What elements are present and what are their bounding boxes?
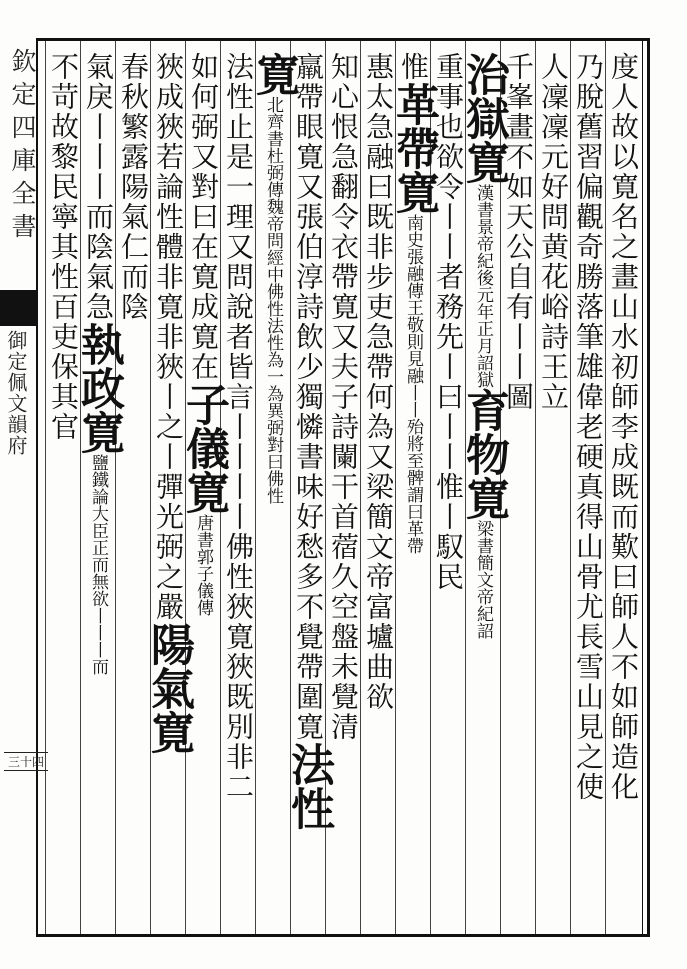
body-text: 法性止是一理又問說者皆言丨丨丨丨佛性狹寛狹既別非二 bbox=[222, 52, 255, 802]
body-text: 丨之丨彈光弼之嚴 bbox=[152, 382, 185, 622]
annotation-text: 南史張融傳王敬則見融丨丨殆將至髀謂曰革帶 bbox=[403, 214, 423, 554]
text-column bbox=[327, 52, 359, 742]
body-text: 重事也欲令丨丨者務先丨 bbox=[432, 52, 465, 382]
column-divider bbox=[255, 41, 256, 934]
column-divider bbox=[150, 41, 151, 934]
body-text: 不苛故黎民寧其性百吏保其官 bbox=[47, 52, 80, 442]
text-column bbox=[73, 52, 124, 675]
text-column bbox=[143, 52, 194, 754]
column-divider bbox=[535, 41, 536, 934]
column-divider bbox=[570, 41, 571, 934]
headword: 子儀寛 bbox=[178, 382, 229, 514]
body-text: 氣戾丨丨丨而陰氣急 bbox=[82, 52, 115, 322]
annotation-text: 梁書簡文帝紀詔 bbox=[473, 520, 493, 639]
column-divider bbox=[605, 41, 606, 934]
body-text: 知心恨急翻令衣帶寛又夫子詩闌干首蓿久空盤未覺清 bbox=[327, 52, 360, 742]
annotation-text: 唐書郭子儀傳 bbox=[193, 514, 213, 616]
column-divider bbox=[45, 41, 46, 934]
text-column bbox=[388, 52, 439, 554]
margin-header: 欽定四庫全書 bbox=[8, 48, 37, 246]
text-column bbox=[117, 52, 149, 322]
margin-book-title: 御定佩文韻府 bbox=[4, 330, 28, 456]
frame-top-rule bbox=[36, 38, 650, 41]
text-column bbox=[572, 52, 604, 802]
text-column bbox=[178, 52, 229, 616]
body-text: 曰丨丨惟丨馭民 bbox=[432, 382, 465, 592]
body-text: 羸帶眼寛又張伯淳詩飲少獨憐書味好愁多不覺帶圍寛 bbox=[292, 52, 325, 742]
headword: 陽氣寛 bbox=[143, 622, 194, 754]
body-text: 太急融曰既非步吏急帶何為又梁簡文帝富壚曲欲 bbox=[362, 82, 395, 712]
text-column bbox=[248, 52, 299, 504]
body-text: 狹成狹若論性體非寛非狹 bbox=[152, 52, 185, 382]
frame-right-inner-rule bbox=[642, 38, 643, 937]
body-text: 千峯畫不如天公自有丨丨圖 bbox=[502, 52, 535, 412]
annotation-text: 漢書景帝紀後元年正月詔獄 bbox=[473, 184, 493, 388]
body-text: 惠 bbox=[362, 52, 395, 82]
headword: 執政寛 bbox=[73, 322, 124, 454]
headword: 寛 bbox=[248, 52, 299, 96]
headword: 革帶寛 bbox=[388, 82, 439, 214]
margin-page-number: 三十四 bbox=[4, 752, 48, 771]
text-column bbox=[607, 52, 639, 802]
headword: 法性 bbox=[283, 742, 334, 830]
body-text: 度人故以寛名之畫山水初師李成既而歎曰師人不如師造化 bbox=[607, 52, 640, 802]
annotation-text: 北齊書杜弼傳魏帝問經中佛性法性為一為異弼對曰佛性 bbox=[263, 96, 283, 504]
text-column bbox=[537, 52, 569, 412]
text-column bbox=[458, 52, 509, 639]
headword: 育物寛 bbox=[458, 388, 509, 520]
annotation-text: 鹽鐵論大臣正而無欲丨丨丨而 bbox=[88, 454, 108, 675]
column-divider bbox=[80, 41, 81, 934]
column-divider bbox=[360, 41, 361, 934]
body-text: 如何弼又對曰在寛成寛在 bbox=[187, 52, 220, 382]
fish-tail-mark bbox=[0, 290, 38, 326]
body-text: 乃脫舊習偏觀奇勝落筆雄偉老硬真得山骨尤長雪山見之使 bbox=[572, 52, 605, 802]
column-divider bbox=[115, 41, 116, 934]
headword: 治獄寛 bbox=[458, 52, 509, 184]
body-text: 人凜凜元好問黄花峪詩王立 bbox=[537, 52, 570, 412]
frame-bottom-rule bbox=[36, 934, 650, 937]
text-column bbox=[283, 52, 334, 830]
text-column bbox=[362, 52, 394, 712]
text-column bbox=[47, 52, 79, 442]
frame-right-rule bbox=[647, 38, 650, 937]
body-text: 春秋繁露陽氣仁而陰 bbox=[117, 52, 150, 322]
body-text: 惟 bbox=[397, 52, 430, 82]
